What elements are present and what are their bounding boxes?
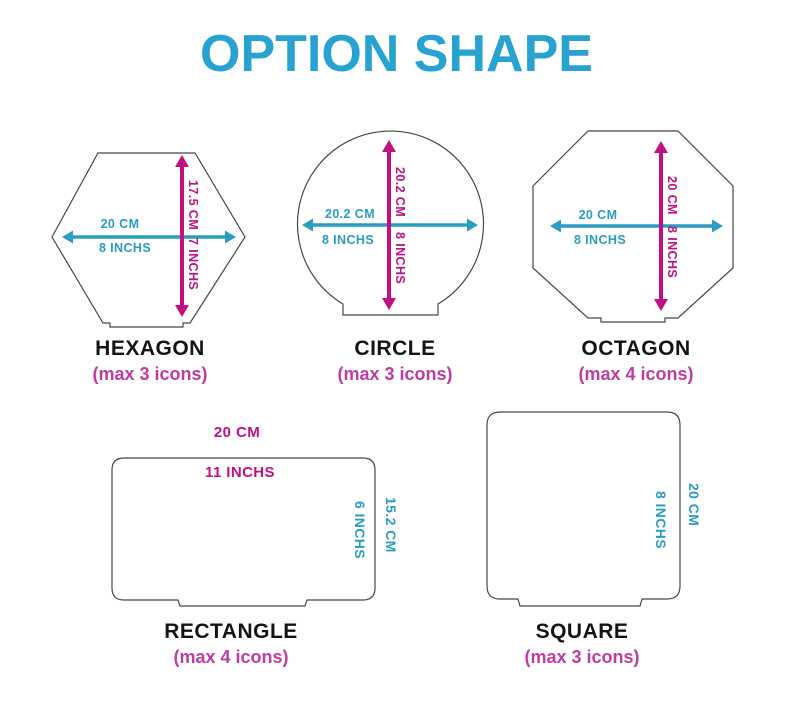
circle-width-inch-label: 8 INCHS [321, 233, 375, 247]
rectangle-max-icons: (max 4 icons) [173, 647, 289, 667]
circle-figure [295, 131, 485, 323]
square-height-inch-label: 8 INCHS [653, 490, 669, 550]
rectangle-name: RECTANGLE [164, 620, 298, 643]
square-name: SQUARE [535, 620, 629, 643]
circle-caption [295, 337, 495, 385]
rectangle-width-inch-label: 11 INCHS [205, 464, 275, 481]
square-outline [487, 412, 680, 606]
circle-name: CIRCLE [354, 337, 436, 360]
octagon-height-inch-label: 8 INCHS [665, 225, 679, 279]
rectangle-caption [131, 620, 331, 668]
rectangle-height-cm-label: 15.2 CM [383, 497, 399, 553]
circle-height-cm-label: 20.2 CM [393, 166, 407, 218]
hexagon-height-inch-label: 7 INCHS [186, 237, 200, 291]
circle-drawing [295, 131, 485, 323]
square-figure [487, 400, 717, 615]
octagon-drawing [533, 131, 735, 326]
octagon-figure [533, 131, 735, 326]
circle-width-cm-label: 20.2 CM [324, 207, 376, 221]
page-title: OPTION SHAPE [200, 25, 593, 83]
rectangle-width-cm-label: 20 CM [213, 424, 261, 441]
hexagon-height-cm-label: 17.5 CM [186, 179, 200, 231]
rectangle-height-inch-label: 6 INCHS [352, 500, 368, 560]
octagon-width-inch-label: 8 INCHS [573, 233, 627, 247]
octagon-name: OCTAGON [581, 337, 691, 360]
square-caption [482, 620, 682, 668]
rectangle-figure [112, 420, 412, 615]
circle-max-icons: (max 3 icons) [337, 364, 453, 384]
hexagon-width-inch-label: 8 INCHS [98, 241, 152, 255]
octagon-height-cm-label: 20 CM [665, 175, 679, 215]
hexagon-figure [50, 146, 250, 330]
hexagon-outline [52, 153, 245, 327]
hexagon-name: HEXAGON [95, 337, 205, 360]
hexagon-width-cm-label: 20 CM [100, 217, 140, 231]
hexagon-max-icons: (max 3 icons) [92, 364, 208, 384]
square-drawing [487, 400, 717, 615]
square-height-cm-label: 20 CM [686, 483, 702, 527]
circle-height-inch-label: 8 INCHS [393, 231, 407, 285]
square-max-icons: (max 3 icons) [524, 647, 640, 667]
hexagon-caption [50, 337, 250, 385]
hexagon-drawing [50, 146, 250, 330]
octagon-max-icons: (max 4 icons) [578, 364, 694, 384]
octagon-caption [536, 337, 736, 385]
octagon-width-cm-label: 20 CM [578, 208, 618, 222]
